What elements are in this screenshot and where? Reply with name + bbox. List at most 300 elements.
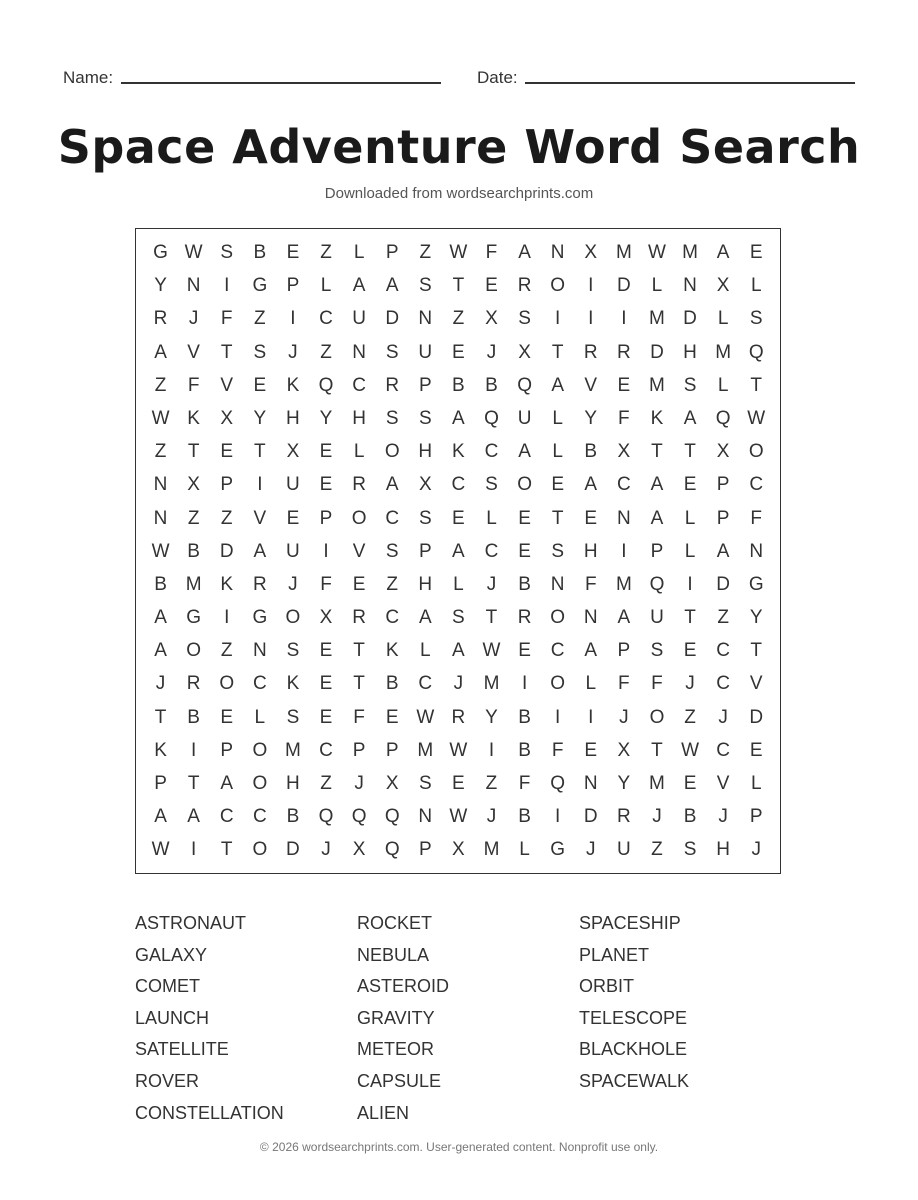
grid-letter[interactable]: F — [651, 673, 663, 695]
grid-letter[interactable]: J — [486, 806, 497, 828]
grid-letter[interactable]: A — [220, 773, 234, 794]
grid-letter[interactable]: L — [519, 839, 530, 861]
grid-letter[interactable]: S — [418, 773, 432, 794]
grid-letter[interactable]: X — [385, 773, 399, 794]
grid-letter[interactable]: P — [385, 242, 399, 263]
grid-letter[interactable]: T — [651, 739, 663, 761]
grid-letter[interactable]: B — [518, 739, 531, 761]
grid-letter[interactable]: B — [683, 806, 697, 828]
grid-letter[interactable]: P — [418, 540, 432, 562]
grid-letter[interactable]: Q — [384, 806, 400, 828]
grid-letter[interactable]: M — [483, 839, 500, 861]
grid-letter[interactable]: H — [583, 540, 598, 562]
grid-letter[interactable]: E — [286, 242, 300, 263]
grid-letter[interactable]: D — [749, 706, 764, 728]
grid-letter[interactable]: R — [616, 341, 631, 363]
grid-letter[interactable]: B — [286, 806, 300, 828]
grid-letter[interactable]: S — [418, 407, 432, 429]
grid-letter[interactable]: F — [485, 242, 498, 263]
grid-letter[interactable]: K — [286, 673, 300, 695]
grid-letter[interactable]: A — [518, 242, 531, 263]
grid-letter[interactable]: L — [353, 441, 365, 463]
grid-letter[interactable]: L — [486, 507, 497, 529]
grid-letter[interactable]: Y — [617, 773, 631, 794]
grid-letter[interactable]: A — [154, 607, 167, 629]
grid-letter[interactable]: U — [517, 407, 532, 429]
grid-letter[interactable]: P — [749, 806, 763, 828]
grid-letter[interactable]: M — [615, 242, 632, 263]
grid-letter[interactable]: C — [716, 640, 730, 662]
grid-letter[interactable]: L — [750, 275, 762, 297]
grid-letter[interactable]: A — [253, 540, 267, 562]
grid-letter[interactable]: Z — [651, 839, 663, 861]
grid-letter[interactable]: A — [617, 607, 631, 629]
grid-letter[interactable]: Y — [584, 407, 598, 429]
grid-letter[interactable]: M — [417, 739, 434, 761]
grid-letter[interactable]: X — [617, 739, 631, 761]
grid-letter[interactable]: T — [651, 441, 663, 463]
grid-letter[interactable]: Z — [452, 308, 465, 330]
grid-letter[interactable]: T — [353, 673, 365, 695]
grid-letter[interactable]: J — [685, 673, 695, 695]
grid-letter[interactable]: I — [257, 474, 263, 496]
grid-letter[interactable]: H — [286, 407, 300, 429]
grid-letter[interactable]: E — [220, 706, 234, 728]
grid-letter[interactable]: E — [518, 507, 531, 529]
grid-letter[interactable]: Q — [715, 407, 731, 429]
grid-letter[interactable]: L — [750, 773, 762, 794]
grid-letter[interactable]: K — [650, 407, 664, 429]
grid-letter[interactable]: S — [551, 540, 565, 562]
grid-letter[interactable]: S — [286, 640, 300, 662]
grid-letter[interactable]: H — [716, 839, 730, 861]
grid-letter[interactable]: Z — [320, 341, 332, 363]
grid-letter[interactable]: K — [154, 739, 167, 761]
grid-letter[interactable]: Y — [154, 275, 167, 297]
grid-letter[interactable]: U — [418, 341, 433, 363]
grid-letter[interactable]: C — [418, 673, 433, 695]
grid-letter[interactable]: L — [552, 407, 563, 429]
grid-letter[interactable]: A — [518, 441, 531, 463]
grid-letter[interactable]: H — [352, 407, 366, 429]
grid-letter[interactable]: L — [684, 507, 696, 529]
grid-letter[interactable]: O — [252, 773, 268, 794]
grid-letter[interactable]: T — [220, 341, 233, 363]
grid-letter[interactable]: Q — [318, 374, 334, 396]
grid-letter[interactable]: E — [253, 374, 267, 396]
grid-letter[interactable]: Z — [717, 607, 729, 629]
grid-letter[interactable]: F — [187, 374, 200, 396]
grid-letter[interactable]: W — [416, 706, 435, 728]
grid-letter[interactable]: W — [747, 407, 766, 429]
grid-letter[interactable]: N — [153, 474, 168, 496]
grid-letter[interactable]: N — [550, 242, 565, 263]
grid-letter[interactable]: F — [750, 507, 763, 529]
grid-letter[interactable]: E — [286, 507, 300, 529]
grid-letter[interactable]: B — [518, 706, 531, 728]
grid-letter[interactable]: V — [584, 374, 598, 396]
grid-letter[interactable]: C — [484, 441, 499, 463]
grid-letter[interactable]: J — [321, 839, 331, 861]
grid-letter[interactable]: N — [550, 573, 565, 595]
grid-letter[interactable]: P — [418, 839, 432, 861]
grid-letter[interactable]: X — [485, 308, 498, 330]
grid-letter[interactable]: G — [550, 839, 566, 861]
grid-letter[interactable]: W — [647, 242, 666, 263]
grid-letter[interactable]: J — [453, 673, 464, 695]
grid-letter[interactable]: C — [319, 739, 333, 761]
grid-letter[interactable]: L — [651, 275, 663, 297]
grid-letter[interactable]: N — [186, 275, 201, 297]
grid-letter[interactable]: O — [252, 839, 268, 861]
grid-letter[interactable]: O — [219, 673, 235, 695]
grid-letter[interactable]: C — [716, 673, 730, 695]
grid-letter[interactable]: A — [683, 407, 697, 429]
grid-letter[interactable]: F — [618, 407, 630, 429]
grid-letter[interactable]: N — [683, 275, 697, 297]
grid-letter[interactable]: E — [452, 507, 465, 529]
grid-letter[interactable]: O — [351, 507, 367, 529]
grid-letter[interactable]: D — [616, 275, 631, 297]
grid-letter[interactable]: W — [681, 739, 700, 761]
grid-letter[interactable]: R — [252, 573, 267, 595]
grid-letter[interactable]: X — [452, 839, 465, 861]
grid-letter[interactable]: Z — [220, 507, 233, 529]
grid-letter[interactable]: L — [717, 308, 729, 330]
grid-letter[interactable]: Z — [154, 374, 167, 396]
grid-letter[interactable]: A — [154, 806, 167, 828]
grid-letter[interactable]: Q — [351, 806, 367, 828]
grid-letter[interactable]: I — [224, 607, 230, 629]
grid-letter[interactable]: I — [621, 308, 627, 330]
grid-letter[interactable]: M — [649, 308, 665, 330]
grid-letter[interactable]: A — [418, 607, 432, 629]
grid-letter[interactable]: H — [286, 773, 300, 794]
grid-letter[interactable]: D — [716, 573, 730, 595]
grid-letter[interactable]: E — [319, 640, 333, 662]
grid-letter[interactable]: Y — [319, 407, 333, 429]
grid-letter[interactable]: B — [253, 242, 267, 263]
grid-letter[interactable]: S — [385, 407, 399, 429]
grid-letter[interactable]: S — [485, 474, 498, 496]
grid-letter[interactable]: T — [353, 640, 365, 662]
grid-letter[interactable]: B — [518, 573, 531, 595]
grid-letter[interactable]: M — [185, 573, 202, 595]
grid-letter[interactable]: Q — [384, 839, 400, 861]
grid-letter[interactable]: P — [352, 739, 366, 761]
grid-letter[interactable]: J — [486, 573, 497, 595]
grid-letter[interactable]: J — [652, 806, 662, 828]
grid-letter[interactable]: A — [187, 806, 200, 828]
grid-letter[interactable]: R — [517, 607, 532, 629]
grid-letter[interactable]: I — [521, 673, 528, 695]
grid-letter[interactable]: N — [749, 540, 764, 562]
grid-letter[interactable]: I — [191, 739, 197, 761]
grid-letter[interactable]: S — [385, 341, 399, 363]
grid-letter[interactable]: Q — [517, 374, 532, 396]
grid-letter[interactable]: I — [588, 308, 594, 330]
grid-letter[interactable]: C — [616, 474, 631, 496]
grid-letter[interactable]: X — [617, 441, 631, 463]
grid-letter[interactable]: C — [352, 374, 366, 396]
grid-letter[interactable]: I — [224, 275, 230, 297]
grid-letter[interactable]: I — [555, 308, 561, 330]
grid-letter[interactable]: Z — [419, 242, 432, 263]
grid-letter[interactable]: M — [615, 573, 632, 595]
grid-letter[interactable]: U — [650, 607, 664, 629]
grid-letter[interactable]: Q — [748, 341, 764, 363]
grid-letter[interactable]: P — [154, 773, 167, 794]
grid-letter[interactable]: T — [187, 441, 200, 463]
grid-letter[interactable]: C — [252, 673, 267, 695]
grid-letter[interactable]: P — [650, 540, 664, 562]
grid-letter[interactable]: G — [252, 607, 268, 629]
grid-letter[interactable]: S — [220, 242, 234, 263]
grid-letter[interactable]: S — [683, 374, 697, 396]
grid-letter[interactable]: V — [220, 374, 234, 396]
grid-letter[interactable]: B — [518, 806, 531, 828]
grid-letter[interactable]: O — [748, 441, 764, 463]
grid-letter[interactable]: T — [750, 640, 763, 662]
grid-letter[interactable]: A — [452, 540, 465, 562]
grid-letter[interactable]: C — [451, 474, 466, 496]
grid-letter[interactable]: J — [586, 839, 596, 861]
grid-letter[interactable]: L — [684, 540, 696, 562]
grid-letter[interactable]: M — [649, 773, 665, 794]
grid-letter[interactable]: T — [254, 441, 266, 463]
grid-letter[interactable]: J — [354, 773, 364, 794]
grid-letter[interactable]: V — [187, 341, 200, 363]
grid-letter[interactable]: X — [319, 607, 333, 629]
grid-letter[interactable]: U — [616, 839, 631, 861]
grid-letter[interactable]: Z — [187, 507, 200, 529]
grid-letter[interactable]: X — [418, 474, 432, 496]
grid-letter[interactable]: E — [319, 474, 333, 496]
grid-letter[interactable]: P — [617, 640, 631, 662]
grid-letter[interactable]: L — [320, 275, 332, 297]
grid-letter[interactable]: L — [717, 374, 729, 396]
grid-letter[interactable]: N — [583, 773, 598, 794]
grid-letter[interactable]: P — [319, 507, 333, 529]
grid-letter[interactable]: C — [319, 308, 333, 330]
grid-letter[interactable]: E — [485, 275, 498, 297]
grid-letter[interactable]: X — [220, 407, 234, 429]
grid-letter[interactable]: H — [683, 341, 697, 363]
grid-letter[interactable]: J — [288, 341, 298, 363]
grid-letter[interactable]: Q — [550, 773, 566, 794]
grid-letter[interactable]: O — [186, 640, 202, 662]
grid-letter[interactable]: I — [488, 739, 495, 761]
grid-letter[interactable]: X — [187, 474, 200, 496]
grid-letter[interactable]: E — [551, 474, 565, 496]
grid-letter[interactable]: F — [320, 573, 332, 595]
grid-letter[interactable]: S — [418, 275, 432, 297]
grid-letter[interactable]: I — [290, 308, 296, 330]
grid-letter[interactable]: A — [352, 275, 366, 297]
grid-letter[interactable]: R — [352, 474, 366, 496]
grid-letter[interactable]: L — [254, 706, 266, 728]
grid-letter[interactable]: R — [583, 341, 598, 363]
grid-letter[interactable]: U — [352, 308, 366, 330]
grid-letter[interactable]: P — [286, 275, 300, 297]
grid-letter[interactable]: U — [286, 540, 300, 562]
grid-letter[interactable]: D — [683, 308, 697, 330]
grid-letter[interactable]: F — [584, 573, 597, 595]
grid-letter[interactable]: R — [451, 706, 466, 728]
grid-letter[interactable]: D — [219, 540, 234, 562]
grid-letter[interactable]: G — [748, 573, 764, 595]
grid-letter[interactable]: B — [385, 673, 399, 695]
grid-letter[interactable]: A — [551, 374, 565, 396]
grid-letter[interactable]: V — [253, 507, 267, 529]
grid-letter[interactable]: J — [288, 573, 298, 595]
grid-letter[interactable]: R — [385, 374, 400, 396]
grid-letter[interactable]: Z — [220, 640, 233, 662]
grid-letter[interactable]: R — [616, 806, 631, 828]
grid-letter[interactable]: G — [252, 275, 268, 297]
grid-letter[interactable]: E — [683, 773, 697, 794]
grid-letter[interactable]: D — [583, 806, 598, 828]
grid-letter[interactable]: C — [550, 640, 565, 662]
grid-letter[interactable]: R — [517, 275, 532, 297]
grid-letter[interactable]: I — [555, 806, 561, 828]
grid-letter[interactable]: M — [682, 242, 698, 263]
grid-letter[interactable]: J — [188, 308, 199, 330]
grid-letter[interactable]: C — [219, 806, 234, 828]
grid-letter[interactable]: M — [285, 739, 301, 761]
grid-letter[interactable]: D — [650, 341, 664, 363]
grid-letter[interactable]: U — [286, 474, 300, 496]
grid-letter[interactable]: X — [584, 242, 598, 263]
grid-letter[interactable]: S — [418, 507, 432, 529]
grid-letter[interactable]: K — [286, 374, 300, 396]
grid-letter[interactable]: S — [749, 308, 763, 330]
grid-letter[interactable]: S — [650, 640, 664, 662]
grid-letter[interactable]: A — [584, 640, 598, 662]
grid-letter[interactable]: W — [151, 540, 170, 562]
grid-letter[interactable]: A — [154, 640, 167, 662]
grid-letter[interactable]: Z — [684, 706, 696, 728]
grid-letter[interactable]: W — [184, 242, 203, 263]
grid-letter[interactable]: W — [151, 839, 170, 861]
grid-letter[interactable]: E — [385, 706, 399, 728]
grid-letter[interactable]: I — [588, 275, 594, 297]
grid-letter[interactable]: W — [449, 806, 468, 828]
grid-letter[interactable]: Y — [485, 706, 498, 728]
grid-letter[interactable]: A — [385, 275, 399, 297]
grid-letter[interactable]: P — [716, 507, 730, 529]
grid-letter[interactable]: Q — [318, 806, 334, 828]
grid-letter[interactable]: L — [585, 673, 597, 695]
grid-letter[interactable]: K — [220, 573, 234, 595]
grid-letter[interactable]: L — [420, 640, 431, 662]
grid-letter[interactable]: T — [684, 607, 696, 629]
grid-letter[interactable]: B — [584, 441, 598, 463]
grid-letter[interactable]: T — [187, 773, 200, 794]
grid-letter[interactable]: R — [186, 673, 201, 695]
grid-letter[interactable]: N — [153, 507, 168, 529]
grid-letter[interactable]: A — [650, 507, 664, 529]
grid-letter[interactable]: E — [617, 374, 631, 396]
grid-letter[interactable]: T — [551, 341, 564, 363]
grid-letter[interactable]: F — [618, 673, 630, 695]
grid-letter[interactable]: X — [352, 839, 366, 861]
grid-letter[interactable]: E — [584, 739, 598, 761]
grid-letter[interactable]: V — [352, 540, 366, 562]
grid-letter[interactable]: E — [749, 739, 763, 761]
grid-letter[interactable]: T — [485, 607, 498, 629]
grid-letter[interactable]: P — [418, 374, 432, 396]
grid-letter[interactable]: N — [418, 308, 433, 330]
grid-letter[interactable]: N — [616, 507, 631, 529]
grid-letter[interactable]: B — [452, 374, 465, 396]
grid-letter[interactable]: O — [550, 275, 566, 297]
grid-letter[interactable]: Q — [484, 407, 499, 429]
grid-letter[interactable]: V — [749, 673, 763, 695]
grid-letter[interactable]: D — [286, 839, 300, 861]
grid-letter[interactable]: A — [385, 474, 399, 496]
grid-letter[interactable]: N — [252, 640, 267, 662]
grid-letter[interactable]: P — [220, 739, 234, 761]
grid-letter[interactable]: E — [319, 706, 333, 728]
grid-letter[interactable]: O — [285, 607, 301, 629]
grid-letter[interactable]: B — [187, 706, 200, 728]
grid-letter[interactable]: A — [716, 242, 730, 263]
grid-letter[interactable]: S — [253, 341, 267, 363]
grid-letter[interactable]: E — [584, 507, 598, 529]
grid-letter[interactable]: F — [518, 773, 531, 794]
grid-letter[interactable]: A — [650, 474, 664, 496]
grid-letter[interactable]: O — [384, 441, 400, 463]
grid-letter[interactable]: Z — [386, 573, 398, 595]
grid-letter[interactable]: O — [252, 739, 268, 761]
grid-letter[interactable]: E — [452, 341, 465, 363]
grid-letter[interactable]: S — [518, 308, 531, 330]
grid-letter[interactable]: C — [252, 806, 267, 828]
grid-letter[interactable]: W — [482, 640, 501, 662]
grid-letter[interactable]: R — [153, 308, 168, 330]
grid-letter[interactable]: A — [452, 407, 465, 429]
date-line[interactable] — [525, 82, 855, 84]
grid-letter[interactable]: S — [683, 839, 697, 861]
grid-letter[interactable]: O — [649, 706, 665, 728]
grid-letter[interactable]: J — [718, 706, 728, 728]
grid-letter[interactable]: Y — [253, 407, 267, 429]
grid-letter[interactable]: O — [550, 673, 566, 695]
grid-letter[interactable]: I — [323, 540, 329, 562]
grid-letter[interactable]: G — [153, 242, 168, 263]
grid-letter[interactable]: M — [715, 341, 732, 363]
grid-letter[interactable]: X — [716, 275, 730, 297]
grid-letter[interactable]: N — [583, 607, 598, 629]
grid-letter[interactable]: P — [220, 474, 234, 496]
grid-letter[interactable]: A — [716, 540, 730, 562]
grid-letter[interactable]: T — [154, 706, 167, 728]
grid-letter[interactable]: B — [154, 573, 167, 595]
grid-letter[interactable]: H — [418, 441, 433, 463]
grid-letter[interactable]: F — [353, 706, 365, 728]
grid-letter[interactable]: T — [220, 839, 233, 861]
grid-letter[interactable]: C — [385, 607, 400, 629]
grid-letter[interactable]: I — [191, 839, 197, 861]
grid-letter[interactable]: W — [449, 242, 468, 263]
grid-letter[interactable]: X — [286, 441, 300, 463]
grid-letter[interactable]: E — [319, 441, 333, 463]
grid-letter[interactable]: A — [584, 474, 598, 496]
grid-letter[interactable]: E — [683, 640, 697, 662]
grid-letter[interactable]: E — [319, 673, 333, 695]
grid-letter[interactable]: L — [552, 441, 563, 463]
